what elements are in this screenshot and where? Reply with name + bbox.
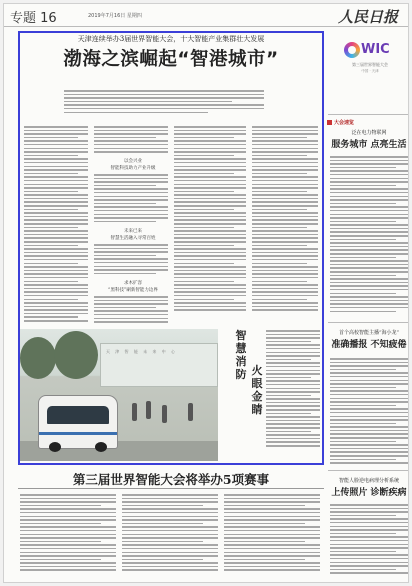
subhead-1a: 以会兴业 bbox=[124, 159, 142, 164]
bus-illustration bbox=[38, 395, 118, 449]
right-story-text bbox=[330, 156, 408, 314]
issue-date: 2019年7月16日 星期四 bbox=[88, 13, 142, 19]
subhead-3a: 求木扩容 bbox=[124, 281, 142, 286]
sidebar-title-b: 火眼金睛 bbox=[251, 364, 263, 416]
sidebar-text bbox=[266, 330, 320, 449]
right-story-title[interactable]: 上传照片 诊断疾病 bbox=[331, 488, 407, 498]
article-column bbox=[20, 494, 116, 573]
article-column bbox=[94, 296, 168, 325]
right-story-text bbox=[330, 504, 408, 576]
article-column bbox=[24, 126, 88, 324]
lead-photo-autonomous-bus bbox=[20, 329, 218, 461]
sidebar-title-a: 智慧消防 bbox=[235, 329, 247, 381]
section-tag: 大会速览 bbox=[327, 119, 354, 126]
article-column bbox=[252, 126, 318, 313]
photo-banner: 天 津 智 能 未 来 中 心 bbox=[106, 349, 177, 354]
article-column bbox=[174, 126, 246, 313]
lead-headline: 渤海之滨崛起“智港城市” bbox=[63, 49, 279, 70]
article-column bbox=[94, 126, 168, 155]
right-story-text bbox=[330, 358, 408, 466]
article-column bbox=[94, 244, 168, 276]
subhead-3b: “黑科技”刷新智能力边界 bbox=[108, 288, 158, 293]
right-story-kicker: 智能人脸逆电病理分析系统 bbox=[338, 478, 399, 484]
wic-ring-icon bbox=[344, 42, 360, 58]
page-header bbox=[4, 4, 408, 27]
article-column bbox=[94, 174, 168, 224]
lead-intro bbox=[64, 90, 264, 115]
article-column bbox=[122, 494, 218, 573]
right-story-kicker: 首个高校智能主播“海小龙” bbox=[338, 330, 400, 336]
newspaper-page bbox=[3, 3, 409, 583]
subhead-2a: 未来已来 bbox=[124, 229, 142, 234]
right-story-kicker: 泛在电力物联网 bbox=[351, 130, 387, 136]
masthead-logo: 人民日报 bbox=[337, 8, 398, 26]
article-column bbox=[224, 494, 320, 573]
bottom-headline: 第三届世界智能大会将举办5项赛事 bbox=[72, 472, 270, 487]
section-label: 专题 16 bbox=[10, 11, 57, 26]
lead-kicker: 天津连续举办3届世界智能大会，十大智能产业集群壮大发展 bbox=[77, 35, 265, 43]
right-story-title[interactable]: 准确播报 不知疲倦 bbox=[331, 340, 407, 350]
right-story-title[interactable]: 服务城市 点亮生活 bbox=[331, 140, 407, 150]
wic-logo: WIC 第三届世界智能大会 中国 · 天津 bbox=[338, 34, 398, 80]
subhead-1b: 智能科技助力产业升级 bbox=[110, 166, 156, 171]
subhead-2b: 智慧生活融入寻常百姓 bbox=[110, 236, 156, 241]
